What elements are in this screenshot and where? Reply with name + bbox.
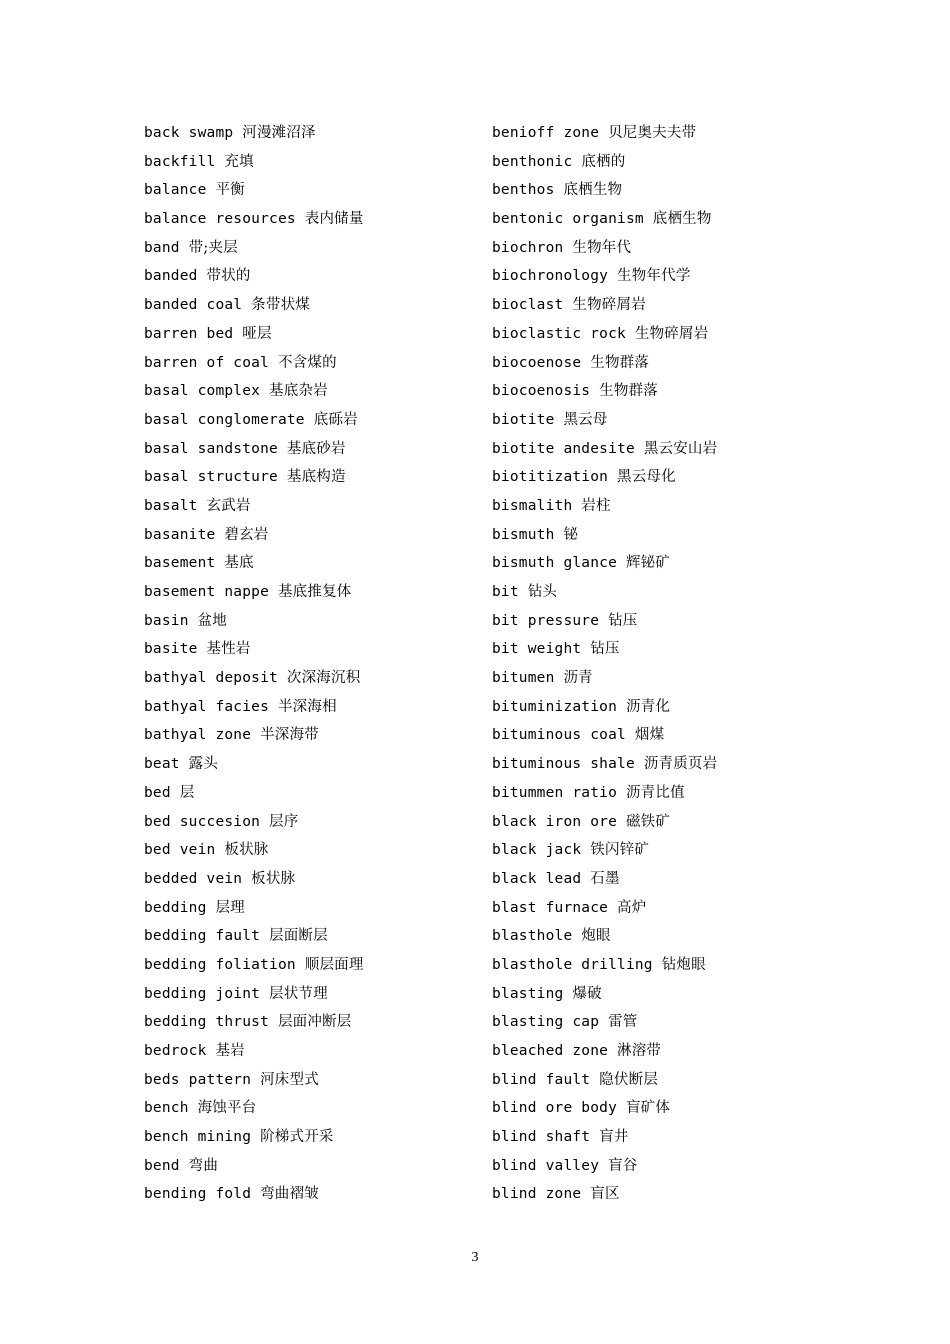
glossary-entry [144, 1123, 484, 1152]
term-chinese: 高炉 [617, 899, 647, 916]
term-chinese: 基岩 [215, 1043, 245, 1059]
glossary-entry [492, 377, 832, 406]
glossary-entry [144, 377, 484, 406]
term-chinese: 底栖生物 [652, 211, 712, 228]
term-english: backfill [144, 153, 216, 170]
glossary-entry [144, 148, 484, 177]
term-english: benioff zone [492, 125, 600, 141]
glossary-entry [492, 779, 832, 808]
term-chinese: 沥青比值 [625, 784, 685, 801]
term-english: bend [144, 1157, 180, 1174]
term-chinese: 次深海沉积 [286, 670, 361, 687]
term-chinese: 黑云母化 [617, 469, 676, 486]
term-chinese: 河床型式 [260, 1071, 319, 1088]
term-english: band [144, 239, 180, 256]
term-english: bismalith [492, 497, 573, 514]
term-english: bituminous coal [492, 727, 626, 744]
term-english: bathyal facies [144, 698, 270, 715]
term-chinese: 条带状煤 [251, 297, 310, 314]
term-english: bismuth [492, 526, 555, 543]
term-english: basement [144, 555, 216, 572]
term-chinese: 露头 [188, 756, 219, 773]
glossary-entry [492, 320, 832, 349]
term-english: blind valley [492, 1157, 600, 1174]
term-chinese: 碧玄岩 [224, 526, 269, 543]
term-chinese: 石墨 [590, 870, 620, 887]
term-chinese: 钻炮眼 [661, 956, 706, 973]
term-chinese: 海蚀平台 [197, 1100, 257, 1117]
term-chinese: 生物群落 [599, 383, 658, 400]
term-english: barren bed [144, 325, 234, 342]
term-english: basement nappe [144, 584, 270, 600]
glossary-entry [144, 176, 484, 205]
glossary-entry [144, 291, 484, 320]
glossary-entry [144, 435, 484, 464]
glossary-entry [144, 406, 484, 435]
glossary-entry [144, 664, 484, 693]
glossary-entry [492, 721, 832, 750]
glossary-entry [144, 1037, 484, 1066]
term-chinese: 板状脉 [251, 870, 296, 887]
page-number: 3 [471, 1250, 479, 1265]
term-english: bed vein [144, 842, 216, 859]
term-english: blind zone [492, 1186, 582, 1203]
term-english: blasting [492, 985, 564, 1002]
term-english: basanite [144, 526, 216, 543]
term-chinese: 盲矿体 [625, 1100, 671, 1117]
glossary-entry [144, 578, 484, 607]
glossary-entry [492, 664, 832, 693]
term-english: blasthole drilling [492, 956, 653, 973]
term-chinese: 带;夹层 [188, 239, 238, 256]
glossary-entry [492, 1123, 832, 1152]
term-chinese: 基底推复体 [277, 584, 352, 600]
term-chinese: 贝尼奥夫夫带 [608, 125, 697, 141]
glossary-entry [492, 463, 832, 492]
glossary-entry [144, 750, 484, 779]
term-chinese: 层状节理 [269, 985, 328, 1002]
term-english: bench mining [144, 1129, 252, 1146]
glossary-entry [492, 578, 832, 607]
glossary-entry [492, 262, 832, 291]
glossary-entry [144, 521, 484, 550]
glossary-entry [492, 1008, 832, 1037]
glossary-entry [492, 980, 832, 1009]
term-english: blasthole [492, 928, 573, 945]
glossary-entry [492, 148, 832, 177]
term-chinese: 黑云安山岩 [643, 440, 718, 457]
term-english: bed [144, 784, 171, 801]
glossary-entry [492, 1180, 832, 1209]
term-english: basalt [144, 497, 198, 514]
term-english: blind ore body [492, 1100, 618, 1117]
term-chinese: 层 [179, 784, 195, 801]
term-english: blind fault [492, 1071, 591, 1088]
glossary-entry [144, 205, 484, 234]
glossary-entry [144, 721, 484, 750]
term-english: blind shaft [492, 1129, 591, 1146]
term-chinese: 烟煤 [634, 727, 665, 744]
term-chinese: 板状脉 [224, 842, 269, 859]
glossary-entry [144, 1152, 484, 1181]
glossary-entry [144, 836, 484, 865]
term-english: black iron ore [492, 813, 618, 830]
term-chinese: 生物碎屑岩 [634, 325, 709, 342]
glossary-entry [144, 607, 484, 636]
term-english: bedding thrust [144, 1014, 270, 1031]
glossary-entry [492, 119, 832, 148]
glossary-entry [492, 234, 832, 263]
glossary-entry [492, 435, 832, 464]
term-english: basal sandstone [144, 440, 278, 457]
term-chinese: 半深海带 [260, 727, 319, 744]
term-chinese: 哑层 [242, 325, 272, 342]
glossary-entry [144, 463, 484, 492]
term-english: bench [144, 1100, 189, 1117]
term-chinese: 基底 [224, 555, 254, 572]
term-english: bedding joint [144, 985, 261, 1002]
glossary-entry [492, 693, 832, 722]
glossary-entry [144, 349, 484, 378]
glossary-entry [144, 262, 484, 291]
term-chinese: 底栖的 [581, 153, 626, 170]
term-chinese: 半深海相 [277, 698, 337, 715]
glossary-entry [492, 836, 832, 865]
glossary-entry [492, 607, 832, 636]
glossary-entry [492, 406, 832, 435]
term-english: bleached zone [492, 1043, 609, 1059]
term-chinese: 生物群落 [590, 354, 650, 371]
term-english: banded coal [144, 297, 243, 314]
term-english: blast furnace [492, 899, 609, 916]
term-english: basal complex [144, 383, 261, 400]
glossary-entry [492, 894, 832, 923]
term-english: biotite andesite [492, 440, 635, 457]
term-chinese: 层面冲断层 [277, 1014, 352, 1031]
term-chinese: 磁铁矿 [625, 813, 671, 830]
glossary-entry [144, 693, 484, 722]
glossary-entry [492, 1037, 832, 1066]
term-chinese: 盲区 [590, 1186, 620, 1203]
term-chinese: 基底构造 [286, 469, 346, 486]
glossary-entry [144, 320, 484, 349]
term-english: biotitization [492, 469, 609, 486]
glossary-entry [144, 1180, 484, 1209]
term-chinese: 生物碎屑岩 [572, 297, 646, 314]
glossary-entry [492, 291, 832, 320]
term-english: black lead [492, 870, 582, 887]
term-english: beds pattern [144, 1071, 252, 1088]
glossary-entry [144, 980, 484, 1009]
term-chinese: 平衡 [215, 182, 245, 199]
term-english: black jack [492, 842, 582, 859]
term-english: bathyal zone [144, 727, 252, 744]
glossary-entry [144, 865, 484, 894]
glossary-entry [144, 951, 484, 980]
glossary-entry [144, 1094, 484, 1123]
glossary-entry [492, 865, 832, 894]
term-chinese: 底砾岩 [313, 411, 358, 428]
term-chinese: 淋溶带 [617, 1043, 662, 1059]
glossary-entry [492, 1066, 832, 1095]
term-chinese: 阶梯式开采 [260, 1129, 334, 1146]
term-english: banded [144, 268, 198, 285]
term-chinese: 玄武岩 [206, 497, 251, 514]
term-english: beat [144, 756, 180, 773]
term-chinese: 盲井 [599, 1129, 629, 1146]
glossary-entry [144, 635, 484, 664]
term-chinese: 钻压 [608, 612, 638, 629]
glossary-column-left [144, 119, 484, 1209]
glossary-entry [492, 1152, 832, 1181]
term-chinese: 沥青质页岩 [643, 756, 718, 773]
term-chinese: 沥青化 [625, 698, 671, 715]
glossary-column-right [492, 119, 832, 1209]
term-chinese: 爆破 [572, 985, 602, 1002]
glossary-entry [144, 779, 484, 808]
term-chinese: 弯曲 [188, 1157, 219, 1174]
term-chinese: 盲谷 [608, 1157, 638, 1174]
term-chinese: 铁闪锌矿 [590, 842, 650, 859]
term-english: barren of coal [144, 354, 270, 371]
term-english: bituminous shale [492, 756, 635, 773]
term-english: balance resources [144, 211, 296, 228]
term-chinese: 炮眼 [581, 928, 611, 945]
term-english: bioclastic rock [492, 325, 626, 342]
term-chinese: 生物年代学 [617, 268, 691, 285]
term-chinese: 黑云母 [563, 411, 608, 428]
term-english: biocoenose [492, 354, 582, 371]
glossary-entry [144, 234, 484, 263]
term-chinese: 雷管 [608, 1014, 638, 1031]
term-english: bed succesion [144, 813, 261, 830]
glossary-entry [492, 635, 832, 664]
glossary-entry [492, 176, 832, 205]
term-english: bedding fault [144, 928, 261, 945]
term-english: benthos [492, 182, 555, 199]
glossary-entry [492, 951, 832, 980]
term-english: bitummen ratio [492, 784, 618, 801]
term-english: back swamp [144, 125, 234, 141]
term-english: bedding [144, 899, 207, 916]
term-chinese: 铋 [563, 526, 579, 543]
term-english: bedrock [144, 1043, 207, 1059]
glossary-entry [144, 922, 484, 951]
glossary-entry [144, 1066, 484, 1095]
term-chinese: 钻头 [527, 584, 558, 600]
term-english: balance [144, 182, 207, 199]
term-english: bending fold [144, 1186, 252, 1203]
glossary-entry [492, 349, 832, 378]
term-english: bioclast [492, 297, 564, 314]
term-chinese: 岩柱 [581, 497, 611, 514]
term-english: benthonic [492, 153, 573, 170]
term-chinese: 层面断层 [269, 928, 328, 945]
term-english: biochronology [492, 268, 609, 285]
glossary-entry [144, 808, 484, 837]
term-chinese: 不含煤的 [277, 354, 337, 371]
term-english: bituminization [492, 698, 618, 715]
term-chinese: 层序 [269, 813, 299, 830]
glossary-entry [492, 922, 832, 951]
term-chinese: 基底砂岩 [286, 440, 346, 457]
term-english: bitumen [492, 670, 555, 687]
term-english: bit pressure [492, 612, 600, 629]
term-english: bit [492, 584, 519, 600]
term-english: basite [144, 641, 198, 658]
term-chinese: 底栖生物 [563, 182, 623, 199]
glossary-entry [144, 894, 484, 923]
glossary-entry [144, 549, 484, 578]
term-chinese: 河漫滩沼泽 [242, 125, 316, 141]
glossary-entry [144, 119, 484, 148]
term-chinese: 隐伏断层 [599, 1071, 658, 1088]
term-chinese: 弯曲褶皱 [260, 1186, 319, 1203]
term-english: biotite [492, 411, 555, 428]
term-english: bathyal deposit [144, 670, 278, 687]
glossary-entry [144, 1008, 484, 1037]
term-english: basin [144, 612, 189, 629]
glossary-entry [144, 492, 484, 521]
term-chinese: 生物年代 [572, 239, 632, 256]
term-chinese: 基底杂岩 [269, 383, 328, 400]
term-chinese: 带状的 [206, 268, 251, 285]
term-english: bedding foliation [144, 956, 296, 973]
term-english: bit weight [492, 641, 582, 658]
term-chinese: 充填 [224, 153, 254, 170]
term-english: biochron [492, 239, 564, 256]
term-english: blasting cap [492, 1014, 600, 1031]
term-chinese: 层理 [215, 899, 245, 916]
glossary-entry [492, 750, 832, 779]
glossary-entry [492, 205, 832, 234]
term-chinese: 钻压 [590, 641, 620, 658]
term-chinese: 辉铋矿 [625, 555, 671, 572]
term-chinese: 盆地 [197, 612, 227, 629]
term-chinese: 顺层面理 [304, 956, 364, 973]
term-chinese: 表内储量 [304, 211, 364, 228]
glossary-entry [492, 549, 832, 578]
term-english: biocoenosis [492, 383, 591, 400]
term-english: bentonic organism [492, 211, 644, 228]
term-english: basal structure [144, 469, 278, 486]
glossary-entry [492, 521, 832, 550]
glossary-entry [492, 808, 832, 837]
term-english: bedded vein [144, 870, 243, 887]
term-chinese: 沥青 [563, 670, 593, 687]
glossary-entry [492, 1094, 832, 1123]
term-english: basal conglomerate [144, 411, 305, 428]
term-chinese: 基性岩 [206, 641, 251, 658]
term-english: bismuth glance [492, 555, 618, 572]
glossary-entry [492, 492, 832, 521]
